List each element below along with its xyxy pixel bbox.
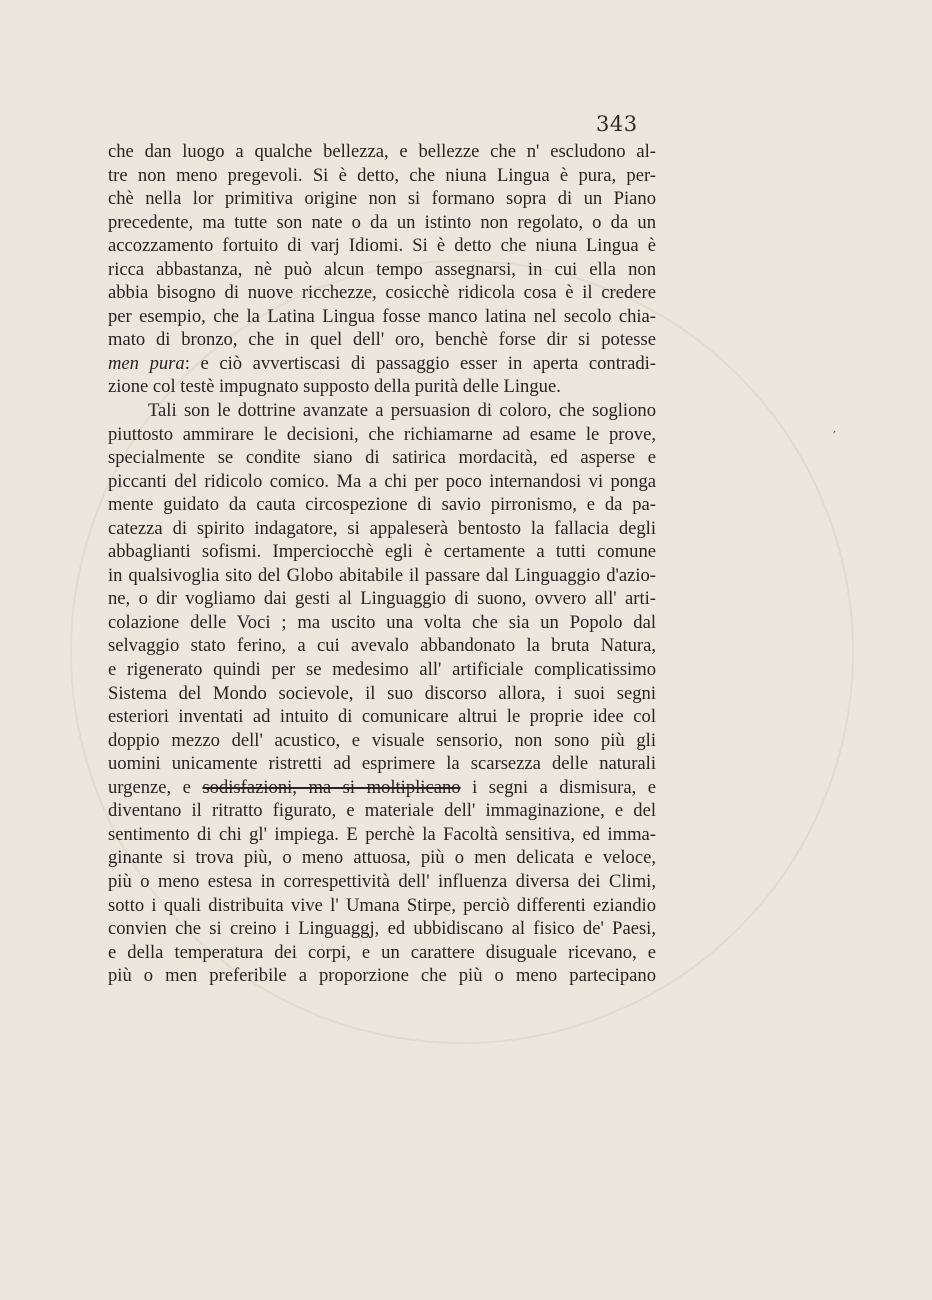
text-line: che dan luogo a qualche bellezza, e bellezze che n' escludono al- bbox=[108, 141, 656, 162]
text-line: sotto i quali distribuita vive l' Umana Stirpe, perciò differenti eziandio bbox=[108, 894, 656, 916]
line-start: urgenze, e bbox=[108, 776, 203, 798]
text-line: più o meno estesa in correspettività dell' influenza diversa dei Climi, bbox=[108, 870, 656, 892]
text-line: ricca abbastanza, nè può alcun tempo assegnarsi, in cui ella non bbox=[108, 258, 656, 280]
text-line: piccanti del ridicolo comico. Ma a chi per poco internandosi vi ponga bbox=[108, 470, 656, 492]
text-line: sentimento di chi gl' impiega. E perchè la Facoltà sensitiva, ed imma- bbox=[108, 823, 656, 845]
text-line: ginante si trova più, o meno attuosa, più o men delicata e veloce, bbox=[108, 847, 656, 869]
text-line: mente guidato da cauta circospezione di savio pirronismo, e da pa- bbox=[108, 494, 656, 516]
text-line: piuttosto ammirare le decisioni, che richiamarne ad esame le prove, bbox=[108, 423, 656, 445]
text-line: specialmente se condite siano di satirica mordacità, ed asperse e bbox=[108, 447, 656, 469]
text-line: accozzamento fortuito di varj Idiomi. Si è detto che niuna Lingua è bbox=[108, 235, 656, 257]
text-line-italic bbox=[108, 352, 656, 376]
text-line: diventano il ritratto figurato, e materiale dell' immaginazione, e del bbox=[108, 800, 656, 822]
struck-text: sodisfazioni, ma si moltiplicano bbox=[202, 776, 461, 798]
text-line: per esempio, che la Latina Lingua fosse manco latina nel secolo chia- bbox=[108, 305, 656, 327]
text-line: tre non meno pregevoli. Si è detto, che niuna Lingua è pura, per- bbox=[108, 164, 656, 186]
text-line: colazione delle Voci ; ma uscito una volta che sia un Popolo dal bbox=[108, 611, 656, 633]
text-line: abbia bisogno di nuove ricchezze, cosicchè ridicola cosa è il credere bbox=[108, 282, 656, 304]
line-end: i segni a dismisura, e bbox=[460, 776, 656, 798]
text-line-with-strikethrough bbox=[108, 776, 656, 800]
text-line: chè nella lor primitiva origine non si formano sopra di un Piano bbox=[108, 188, 656, 210]
text-line: uomini unicamente ristretti ad esprimere la scarsezza delle naturali bbox=[108, 753, 656, 775]
text-line: mato di bronzo, che in quel dell' oro, benchè forse dir si potesse bbox=[108, 329, 656, 351]
text-line: ne, o dir vogliamo dai gesti al Linguaggio di suono, ovvero all' arti- bbox=[108, 588, 656, 610]
margin-mark: ′ bbox=[833, 430, 836, 445]
body-text bbox=[108, 140, 656, 988]
text-line: convien che si creino i Linguaggj, ed ubbidiscano al fisico de' Paesi, bbox=[108, 918, 656, 940]
line-rest: : e ciò avvertiscasi di passaggio esser in aperta contradi- bbox=[184, 352, 656, 374]
italic-phrase: men pura bbox=[108, 352, 185, 374]
text-line: e rigenerato quindi per se medesimo all' artificiale complicatissimo bbox=[108, 659, 656, 681]
text-line: e della temperatura dei corpi, e un carattere disuguale ricevano, e bbox=[108, 941, 656, 963]
text-line: esteriori inventati ad intuito di comunicare altrui le proprie idee col bbox=[108, 706, 656, 728]
text-line: selvaggio stato ferino, a cui avevalo abbandonato la bruta Natura, bbox=[108, 635, 656, 657]
text-line: precedente, ma tutte son nate o da un istinto non regolato, o da un bbox=[108, 211, 656, 233]
paragraph-start-line: Tali son le dottrine avanzate a persuasion di coloro, che sogliono bbox=[148, 400, 656, 422]
text-line: Sistema del Mondo socievole, il suo discorso allora, i suoi segni bbox=[108, 682, 656, 704]
text-line: catezza di spirito indagatore, si appaleserà bentosto la fallacia degli bbox=[108, 517, 656, 539]
page-number: 343 bbox=[596, 112, 638, 136]
text-line: abbaglianti sofismi. Imperciocchè egli è certamente a tutti comune bbox=[108, 541, 656, 563]
text-line: doppio mezzo dell' acustico, e visuale sensorio, non sono più gli bbox=[108, 729, 656, 751]
text-line: più o men preferibile a proporzione che più o meno partecipano bbox=[108, 965, 656, 987]
text-line: in qualsivoglia sito del Globo abitabile il passare dal Linguaggio d'azio- bbox=[108, 564, 656, 586]
paragraph-end-line: zione col testè impugnato supposto della purità delle Lingue. bbox=[108, 376, 561, 398]
